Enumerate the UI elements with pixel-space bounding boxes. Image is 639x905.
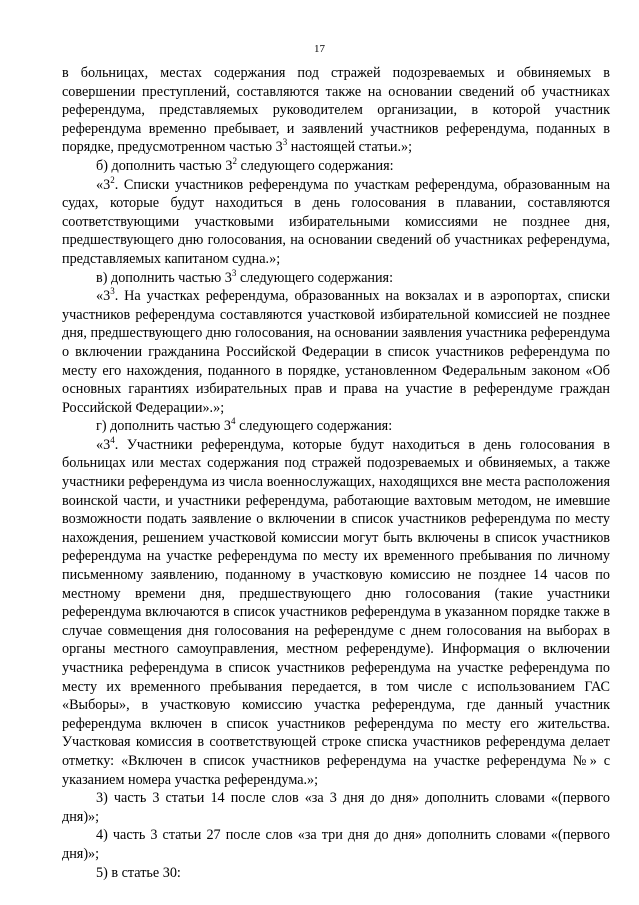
paragraph [62, 436, 610, 789]
text-run: «3 [96, 288, 111, 305]
text-run: следующего содержания: [236, 269, 394, 286]
superscript: 3 [110, 286, 115, 297]
text-run: . Списки участников референдума по участкам референдума, образованным на судах, которые будут находиться в день голосования в плавании, составляются соответствующими участковыми избирательными комиссиями не позднее дня, предшествующего дню голосования, на основании сведений об участниках референдума, представляемых капитаном судна.»; [62, 176, 610, 267]
superscript: 4 [231, 416, 236, 427]
text-run: . На участках референдума, образованных на вокзалах и в аэропортах, списки участников референдума составляются участковой избирательной комиссией не позднее дня, предшествующего дню голосования, на основании заявления участника референдума о включении гражданина Российской Федерации в список участников референдума по месту его нахождения, поданного в порядке, установленном Федеральным законом «Об основных гарантиях избирательных прав и права на участие в референдуме граждан Российской Федерации».»; [62, 288, 610, 416]
superscript: 3 [231, 267, 237, 278]
text-run: 3) часть 3 статьи 14 после слов «за 3 дня до дня» дополнить словами «(первого дня)»; [62, 790, 610, 825]
text-run: следующего содержания: [235, 418, 393, 435]
text-run: 5) в статье 30: [96, 864, 181, 881]
paragraph [62, 789, 610, 826]
text-run: в больницах, местах содержания под стражей подозреваемых и обвиняемых в совершении преступлений, составляются также на основании сведений об участниках референдума, представляемых руководителем организации, в которой участник референдума временно пребывает, и заявлений участников референдума, поданных в порядке, предусмотренном частью 3 [62, 65, 610, 156]
text-run: «3 [96, 176, 111, 193]
paragraph [62, 157, 610, 176]
paragraph [62, 287, 610, 417]
text-run: . Участники референдума, которые будут находиться в день голосования в больницах или местах содержания под стражей подозреваемых и обвиняемых, а также участники референдума из числа военнослужащих, находящихся вне места расположения воинской части, и участники референдума, работающие вахтовым методом, не имевшие возможности подать заявление о включении в список участников референдума по месту нахождения, решением участковой комиссии могут быть включены в список участников референдума на участке референдума по месту их временного пребывания по личному письменному заявлению, поданному в участковую комиссию не позднее 14 часов по местному времени дня, предшествующего дню голосования (такие участники референдума включаются в список участников референдума в указанном порядке также в случае совмещения дня голосования на референдуме с днем голосования на выборах в органы местного самоуправления, местном референдуме). Информация о включении участника референдума в список участников референдума на участке референдума по месту их временного пребывания передается, в том числе с использованием ГАС «Выборы», в участковую комиссию участка референдума, где данный участник референдума включен в список участников референдума по месту его жительства. Участковая комиссия в соответствующей строке списка участников референдума делает отметку: «Включен в список участников референдума на участке референдума №» с указанием номера участка референдума.»; [62, 436, 610, 788]
paragraph [62, 176, 610, 269]
page-number: 17 [314, 43, 325, 55]
text-run: настоящей статьи.»; [287, 139, 413, 156]
superscript: 4 [110, 434, 115, 445]
document-body [62, 64, 610, 882]
superscript: 3 [282, 137, 288, 148]
text-run: «3 [96, 436, 111, 453]
paragraph [62, 826, 610, 863]
text-run: г) дополнить частью 3 [96, 418, 232, 435]
paragraph [62, 64, 610, 157]
text-run: б) дополнить частью 3 [96, 157, 233, 174]
text-run: 4) часть 3 статьи 27 после слов «за три дня до дня» дополнить словами «(первого дня)»; [62, 827, 610, 862]
superscript: 2 [110, 174, 115, 185]
paragraph [62, 864, 610, 883]
text-run: следующего содержания: [236, 157, 394, 174]
superscript: 2 [232, 155, 237, 166]
paragraph [62, 417, 610, 436]
paragraph [62, 269, 610, 288]
text-run: в) дополнить частью 3 [96, 269, 232, 286]
